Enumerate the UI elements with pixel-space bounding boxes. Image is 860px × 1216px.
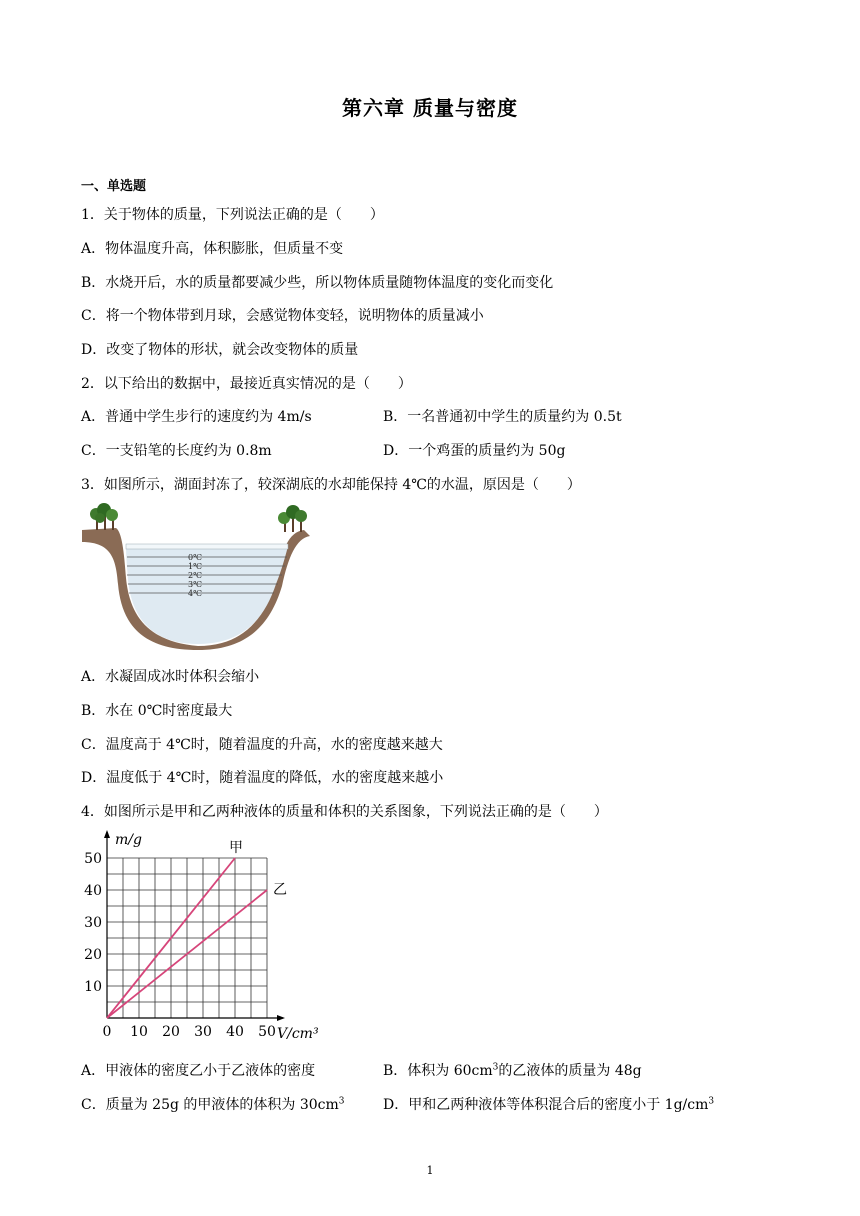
x-axis-arrow <box>277 1015 285 1021</box>
tree-icon <box>278 505 307 532</box>
temp-label: 3℃ <box>188 580 203 589</box>
series-label-2: 乙 <box>273 882 287 898</box>
question-2-option-c: C．一支铅笔的长度约为 0.8m <box>81 443 272 459</box>
x-tick-label: 30 <box>194 1024 212 1040</box>
page-number: 1 <box>426 1164 434 1177</box>
section-heading: 一、单选题 <box>81 179 147 194</box>
question-3-option-d: D．温度低于 4℃时，随着温度的降低，水的密度越来越小 <box>81 770 444 786</box>
question-3-stem: 3．如图所示，湖面封冻了，较深湖底的水却能保持 4℃的水温，原因是（ ） <box>81 477 581 493</box>
question-1-stem: 1．关于物体的质量，下列说法正确的是（ ） <box>81 207 384 223</box>
question-2-stem: 2．以下给出的数据中，最接近真实情况的是（ ） <box>81 376 412 392</box>
question-3-option-c: C．温度高于 4℃时，随着温度的升高，水的密度越来越大 <box>81 737 443 753</box>
question-1-option-a: A．物体温度升高，体积膨胀，但质量不变 <box>81 241 344 257</box>
page-title: 第六章 质量与密度 <box>342 96 518 120</box>
y-axis-label: m/g <box>115 832 142 848</box>
x-axis-label: V/cm³ <box>277 1026 319 1042</box>
tree-icon <box>90 503 118 530</box>
y-axis-arrow <box>104 830 110 838</box>
x-tick-label: 10 <box>130 1024 148 1040</box>
ice-layer <box>126 544 288 549</box>
question-4-option-b: B．体积为 $60cm^3$的乙液体的质量为 48g <box>383 1062 642 1079</box>
question-1-option-b: B．水烧开后，水的质量都要减少些，所以物体质量随物体温度的变化而变化 <box>81 275 554 291</box>
x-tick-label: 0 <box>102 1024 112 1040</box>
question-3-option-b: B．水在 0℃时密度最大 <box>81 703 233 719</box>
temp-label: 2℃ <box>188 571 203 580</box>
x-tick-label: 50 <box>258 1024 276 1040</box>
question-4-option-d: D．甲和乙两种液体等体积混合后的密度小于 $1g/cm^3$ <box>383 1096 715 1113</box>
temp-label: 0℃ <box>188 553 203 562</box>
temp-label: 4℃ <box>188 589 203 598</box>
question-2-option-d: D．一个鸡蛋的质量约为 50g <box>383 443 566 459</box>
series-label-1: 甲 <box>229 840 243 856</box>
question-1-option-d: D．改变了物体的形状，就会改变物体的质量 <box>81 342 359 358</box>
question-3-option-a: A．水凝固成冰时体积会缩小 <box>81 669 260 685</box>
temp-label: 1℃ <box>188 562 203 571</box>
y-tick-label: 50 <box>84 851 102 867</box>
question-2-option-b: B．一名普通初中学生的质量约为 0.5t <box>383 409 622 425</box>
question-4-option-c: C．质量为 25g 的甲液体的体积为 $30cm^3$ <box>81 1096 345 1113</box>
x-tick-label: 40 <box>226 1024 244 1040</box>
y-tick-label: 10 <box>84 979 102 995</box>
question-4-option-a: A．甲液体的密度乙小于乙液体的密度 <box>81 1063 316 1079</box>
mass-volume-chart <box>80 828 330 1050</box>
question-4-stem: 4．如图所示是甲和乙两种液体的质量和体积的关系图象，下列说法正确的是（ ） <box>81 804 608 820</box>
question-1-option-c: C．将一个物体带到月球，会感觉物体变轻，说明物体的质量减小 <box>81 308 484 324</box>
lake-figure <box>82 502 314 650</box>
x-tick-label: 20 <box>162 1024 180 1040</box>
y-tick-label: 30 <box>84 915 102 931</box>
y-tick-label: 40 <box>84 883 102 899</box>
question-2-option-a: A．普通中学生步行的速度约为 4m/s <box>81 409 312 425</box>
y-tick-label: 20 <box>84 947 102 963</box>
lake-water <box>126 546 288 644</box>
